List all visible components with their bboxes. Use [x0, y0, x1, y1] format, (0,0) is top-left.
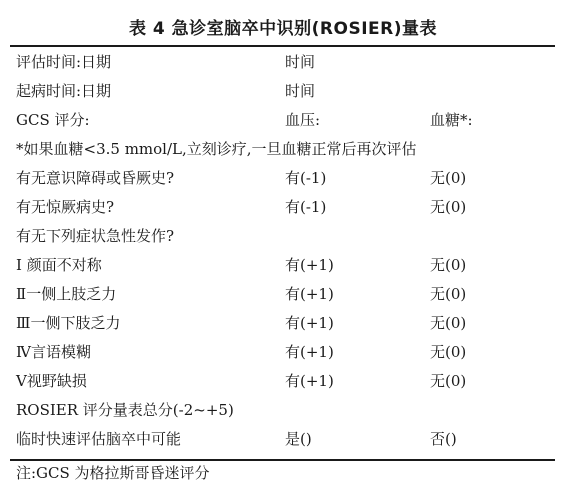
- row-label: 起病时间:日期: [16, 82, 112, 100]
- table-footnote: 注:GCS 为格拉斯哥昏迷评分: [16, 464, 210, 482]
- row-label: *如果血糖<3.5 mmol/L,立刻诊疗,一旦血糖正常后再次评估: [16, 140, 417, 158]
- row-label: Ⅳ言语模糊: [16, 343, 91, 361]
- row-label: Ⅲ一侧下肢乏力: [16, 314, 121, 332]
- row-value: 有(+1): [285, 285, 334, 303]
- row-value: 有(+1): [285, 372, 334, 390]
- row-value-alt: 否(): [430, 430, 457, 448]
- table-row: [16, 251, 556, 280]
- row-value-alt: 血糖*:: [430, 111, 473, 129]
- top-rule: [10, 45, 555, 47]
- row-label: 评估时间:日期: [16, 53, 112, 71]
- row-value-alt: 无(0): [430, 314, 467, 332]
- row-value: 有(-1): [285, 198, 327, 216]
- row-label: 有无下列症状急性发作?: [16, 227, 175, 245]
- row-value: 是(): [285, 430, 312, 448]
- row-label: Ⅴ视野缺损: [16, 372, 87, 390]
- row-value-alt: 无(0): [430, 169, 467, 187]
- row-label: Ⅱ一侧上肢乏力: [16, 285, 117, 303]
- table-row: [16, 106, 556, 135]
- row-label: ROSIER 评分量表总分(-2~+5): [16, 401, 234, 419]
- row-value: 有(+1): [285, 343, 334, 361]
- table-row: [16, 193, 556, 222]
- row-value: 血压:: [285, 111, 321, 129]
- table-row: [16, 280, 556, 309]
- row-label: GCS 评分:: [16, 111, 90, 129]
- row-label: 临时快速评估脑卒中可能: [16, 430, 182, 448]
- table-row: [16, 135, 556, 164]
- table-row: [16, 338, 556, 367]
- row-value: 时间: [285, 53, 316, 71]
- table-title: 表 4 急诊室脑卒中识别(ROSIER)量表: [128, 19, 438, 39]
- row-label: 有无惊厥病史?: [16, 198, 115, 216]
- row-value: 有(-1): [285, 169, 327, 187]
- row-value-alt: 无(0): [430, 343, 467, 361]
- table-row: [16, 222, 556, 251]
- bottom-rule: [10, 459, 555, 461]
- table-row: [16, 309, 556, 338]
- table-row: [16, 164, 556, 193]
- table-row: [16, 48, 556, 77]
- row-label: Ⅰ 颜面不对称: [16, 256, 102, 274]
- table-row: [16, 367, 556, 396]
- row-value-alt: 无(0): [430, 198, 467, 216]
- row-value-alt: 无(0): [430, 256, 467, 274]
- row-value-alt: 无(0): [430, 372, 467, 390]
- row-label: 有无意识障碍或昏厥史?: [16, 169, 175, 187]
- table-row: [16, 77, 556, 106]
- row-value: 有(+1): [285, 314, 334, 332]
- table-row: [16, 425, 556, 454]
- row-value: 有(+1): [285, 256, 334, 274]
- row-value-alt: 无(0): [430, 285, 467, 303]
- table-row: [16, 396, 556, 425]
- row-value: 时间: [285, 82, 316, 100]
- table-body: [16, 48, 556, 454]
